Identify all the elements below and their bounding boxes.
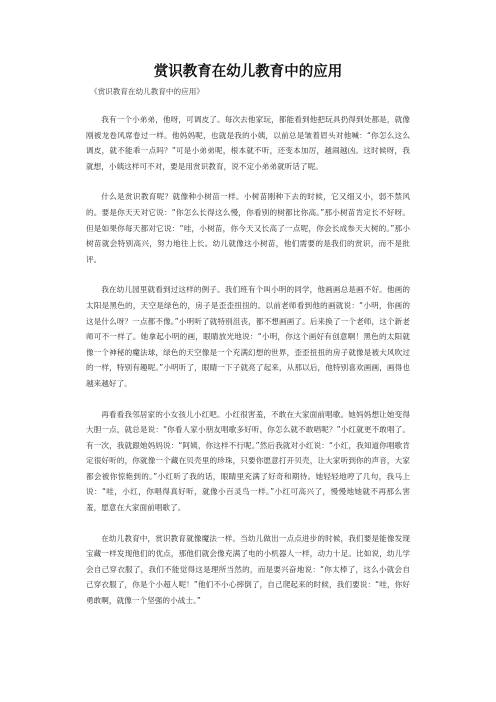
paragraph-3: 我在幼儿园里就看到过这样的例子。我们班有个叫小明的同学，他画画总是画不好。他画的太阳是黑色的，天空是绿色的，房子是歪歪扭扭的。以前老师看到他的画就说：“小明，你画的这是什么呀？一点都不像。”小明听了就特别沮丧，都不想画画了。后来换了一个老师，这个新老师可不一样了。她拿起小明的画，眼睛放光地说：“小明，你这个画好有创意啊！黑色的太阳就像一个神秘的魔法球，绿色的天空像是一个充满幻想的世界，歪歪扭扭的房子就像是被大风吹过的一样，特别有趣呢。”小明听了，眼睛一下子就亮了起来，从那以后，他特别喜欢画画，画得也越来越好了。 <box>86 285 410 388</box>
paragraph-2: 什么是赏识教育呢？就像种小树苗一样。小树苗刚种下去的时候，它又细又小，弱不禁风的。要是你天天对它说：“你怎么长得这么慢，你看别的树都比你高。”那小树苗肯定长不好呀。但是如果你每天都对它说：“哇，小树苗，你今天又长高了一点呢，你会长成参天大树的。”那小树苗就会特别高兴，努力地往上长。幼儿就像这小树苗，他们需要的是我们的赏识，而不是批评。 <box>86 192 410 264</box>
document-subtitle: 《赏识教育在幼儿教育中的应用》 <box>90 87 204 96</box>
paragraph-4: 再看看我邻居家的小女孩儿小红吧。小红很害羞，不敢在大家面前唱歌。她妈妈想让她变得大胆一点，就总是说：“你看人家小朋友唱歌多好听，你怎么就不敢唱呢？”小红就更不敢唱了。有一次，我就跟她妈妈说：“阿姨，你这样不行呢。”然后我就对小红说：“小红，我知道你唱歌肯定很好听的，你就像一个藏在贝壳里的珍珠，只要你愿意打开贝壳，让大家听到你的声音，大家都会被你惊艳到的。”小红听了我的话，眼睛里充满了好奇和期待。她轻轻地哼了几句，我马上说：“哇，小红，你唱得真好听，就像小百灵鸟一样。”小红可高兴了，慢慢地她就不再那么害羞，愿意在大家面前唱歌了。 <box>86 409 410 513</box>
paragraph-5: 在幼儿教育中，赏识教育就像魔法一样。当幼儿做出一点点进步的时候，我们要是能像发现宝藏一样发现他们的优点，那他们就会像充满了电的小机器人一样，动力十足。比如说，幼儿学会自己穿衣服了，我们不能觉得这是理所当然的，而是要兴奋地说：“你太棒了，这么小就会自己穿衣服了，你是个小超人呢！”他们不小心摔倒了，自己爬起来的时候，我们要说：“哇，你好勇敢啊，就像一个坚强的小战士。” <box>86 533 410 606</box>
paragraph-1: 我有一个小弟弟，他呀，可调皮了。每次去他家玩，都能看到他把玩具扔得到处都是，就像刚被龙卷风席卷过一样。他妈妈呢，也就是我的小姨，以前总是皱着眉头对他喊：“你怎么这么调皮，就不能乖一点吗？”可是小弟弟呢，根本就不听，还变本加厉，越闹越凶。这时候呀，我就想，小姨这样可不对，要是用赏识教育，说不定小弟弟就听话了呢。 <box>86 115 410 171</box>
document-title: 赏识教育在幼儿教育中的应用 <box>153 64 343 80</box>
